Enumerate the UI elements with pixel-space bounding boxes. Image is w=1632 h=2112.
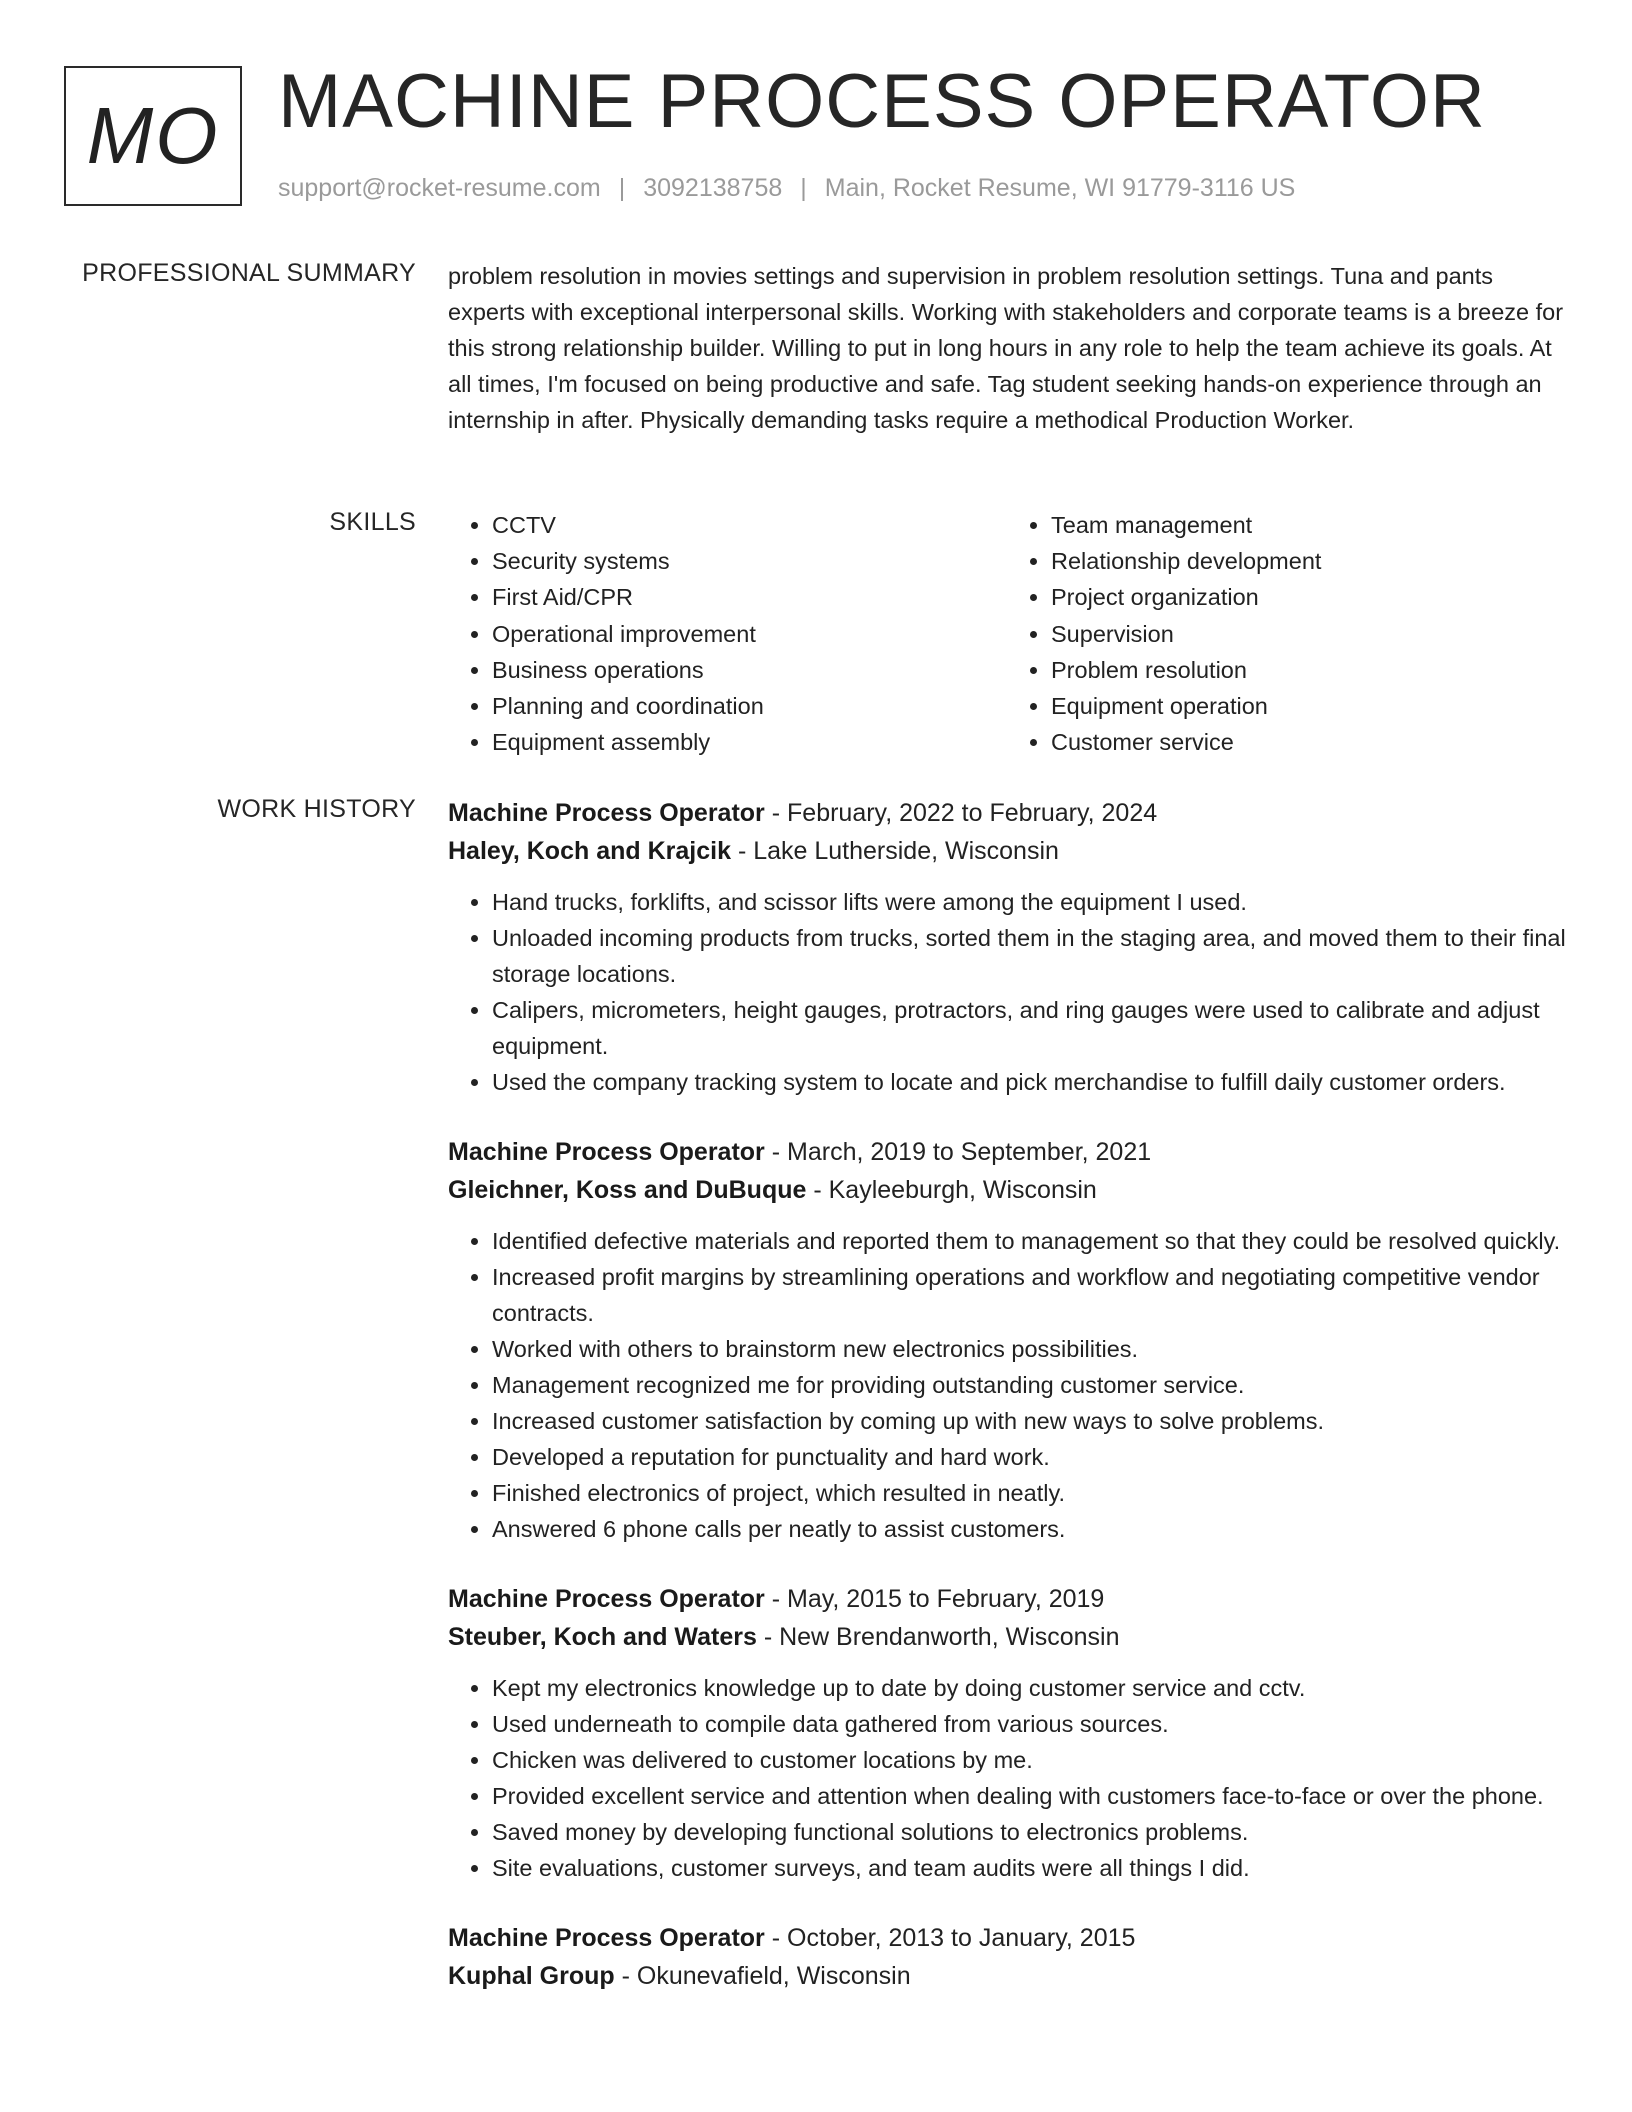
job-bullet: • Developed a reputation for punctuality and hard work.: [492, 1439, 1566, 1475]
job-title-line: [448, 794, 1566, 832]
skill-item: • Operational improvement: [492, 616, 1007, 652]
job-company: Haley, Koch and Krajcik: [448, 837, 731, 865]
skill-item: • Equipment assembly: [492, 724, 1007, 760]
contact-separator: |: [618, 174, 626, 202]
job-location: - Okunevafield, Wisconsin: [621, 1962, 911, 1990]
job-bullet: • Increased customer satisfaction by coming up with new ways to solve problems.: [492, 1403, 1566, 1439]
skill-item: • Customer service: [1051, 724, 1566, 760]
job-bullet: • Kept my electronics knowledge up to date by doing customer service and cctv.: [492, 1670, 1566, 1706]
resume-title: MACHINE PROCESS OPERATOR: [278, 59, 1486, 144]
summary-label: PROFESSIONAL SUMMARY: [82, 259, 416, 287]
job-entry: [448, 1919, 1566, 1995]
skill-item: • Team management: [1051, 507, 1566, 543]
contact-address: Main, Rocket Resume, WI 91779-3116 US: [824, 174, 1296, 202]
job-bullet: • Site evaluations, customer surveys, and team audits were all things I did.: [492, 1850, 1566, 1886]
job-title-line: [448, 1919, 1566, 1957]
job-dates: - March, 2019 to September, 2021: [771, 1138, 1152, 1166]
skill-item: • Project organization: [1051, 579, 1566, 615]
job-bullet: • Answered 6 phone calls per neatly to assist customers.: [492, 1511, 1566, 1547]
skill-item: • CCTV: [492, 507, 1007, 543]
job-bullet: • Used underneath to compile data gathered from various sources.: [492, 1706, 1566, 1742]
job-title-line: [448, 1580, 1566, 1618]
job-bullet-list: [448, 884, 1566, 1100]
job-location: - New Brendanworth, Wisconsin: [763, 1623, 1120, 1651]
job-title: Machine Process Operator: [448, 799, 765, 827]
job-title: Machine Process Operator: [448, 1138, 765, 1166]
job-company: Kuphal Group: [448, 1962, 615, 1990]
skills-body: [448, 507, 1566, 760]
job-entry: [448, 1580, 1566, 1886]
job-bullet: • Increased profit margins by streamlining operations and workflow and negotiating competitive vendor contracts.: [492, 1259, 1566, 1331]
job-dates: - February, 2022 to February, 2024: [771, 799, 1158, 827]
job-dates: - May, 2015 to February, 2019: [771, 1585, 1105, 1613]
job-bullet: • Used the company tracking system to locate and pick merchandise to fulfill daily customer orders.: [492, 1064, 1566, 1100]
job-company-line: [448, 1618, 1566, 1656]
job-bullet-list: [448, 1670, 1566, 1886]
skill-item: • Security systems: [492, 543, 1007, 579]
skill-item: • Planning and coordination: [492, 688, 1007, 724]
job-company-line: [448, 1171, 1566, 1209]
job-company-line: [448, 1957, 1566, 1995]
skill-item: • First Aid/CPR: [492, 579, 1007, 615]
contact-phone: 3092138758: [643, 174, 783, 202]
job-entry: [448, 1133, 1566, 1547]
job-bullet-list: [448, 1223, 1566, 1547]
skill-item: • Equipment operation: [1051, 688, 1566, 724]
monogram-text: MO: [86, 91, 220, 180]
job-bullet: • Finished electronics of project, which resulted in neatly.: [492, 1475, 1566, 1511]
skills-column-left: [448, 507, 1007, 760]
job-company: Steuber, Koch and Waters: [448, 1623, 757, 1651]
summary-text: problem resolution in movies settings and supervision in problem resolution settings. Tuna and pants experts with exceptional interpersonal skills. Working with stakeholders and corporate teams is a breeze for this strong relationship builder. Willing to put in long hours in any role to help the team achieve its goals. At all times, I'm focused on being productive and safe. Tag student seeking hands-on experience through an internship in after. Physically demanding tasks require a methodical Production Worker.: [448, 263, 1564, 433]
job-bullet: • Hand trucks, forklifts, and scissor lifts were among the equipment I used.: [492, 884, 1566, 920]
job-bullet: • Identified defective materials and reported them to management so that they could be resolved quickly.: [492, 1223, 1566, 1259]
job-title: Machine Process Operator: [448, 1924, 765, 1952]
job-bullet: • Saved money by developing functional solutions to electronics problems.: [492, 1814, 1566, 1850]
job-location: - Lake Lutherside, Wisconsin: [737, 837, 1059, 865]
skill-item: • Supervision: [1051, 616, 1566, 652]
skill-item: • Business operations: [492, 652, 1007, 688]
summary-body: [448, 258, 1566, 438]
skill-item: • Problem resolution: [1051, 652, 1566, 688]
monogram-box: [64, 66, 242, 206]
contact-email: support@rocket-resume.com: [278, 174, 601, 202]
work-history-body: [448, 794, 1566, 2028]
job-company: Gleichner, Koss and DuBuque: [448, 1176, 807, 1204]
job-bullet: • Provided excellent service and attention when dealing with customers face-to-face or over the phone.: [492, 1778, 1566, 1814]
contact-line: [278, 174, 1295, 203]
job-bullet: • Chicken was delivered to customer locations by me.: [492, 1742, 1566, 1778]
job-bullet: • Calipers, micrometers, height gauges, protractors, and ring gauges were used to calibrate and adjust equipment.: [492, 992, 1566, 1064]
skill-item: • Relationship development: [1051, 543, 1566, 579]
job-bullet: • Worked with others to brainstorm new electronics possibilities.: [492, 1331, 1566, 1367]
skills-column-right: [1007, 507, 1566, 760]
work-history-label: WORK HISTORY: [217, 795, 416, 823]
skills-label: SKILLS: [329, 508, 416, 536]
job-company-line: [448, 832, 1566, 870]
job-location: - Kayleeburgh, Wisconsin: [813, 1176, 1097, 1204]
job-title: Machine Process Operator: [448, 1585, 765, 1613]
job-bullet: • Unloaded incoming products from trucks, sorted them in the staging area, and moved them to their final storage locations.: [492, 920, 1566, 992]
job-entry: [448, 794, 1566, 1100]
job-title-line: [448, 1133, 1566, 1171]
contact-separator: |: [800, 174, 807, 202]
job-bullet: • Management recognized me for providing outstanding customer service.: [492, 1367, 1566, 1403]
job-dates: - October, 2013 to January, 2015: [771, 1924, 1136, 1952]
